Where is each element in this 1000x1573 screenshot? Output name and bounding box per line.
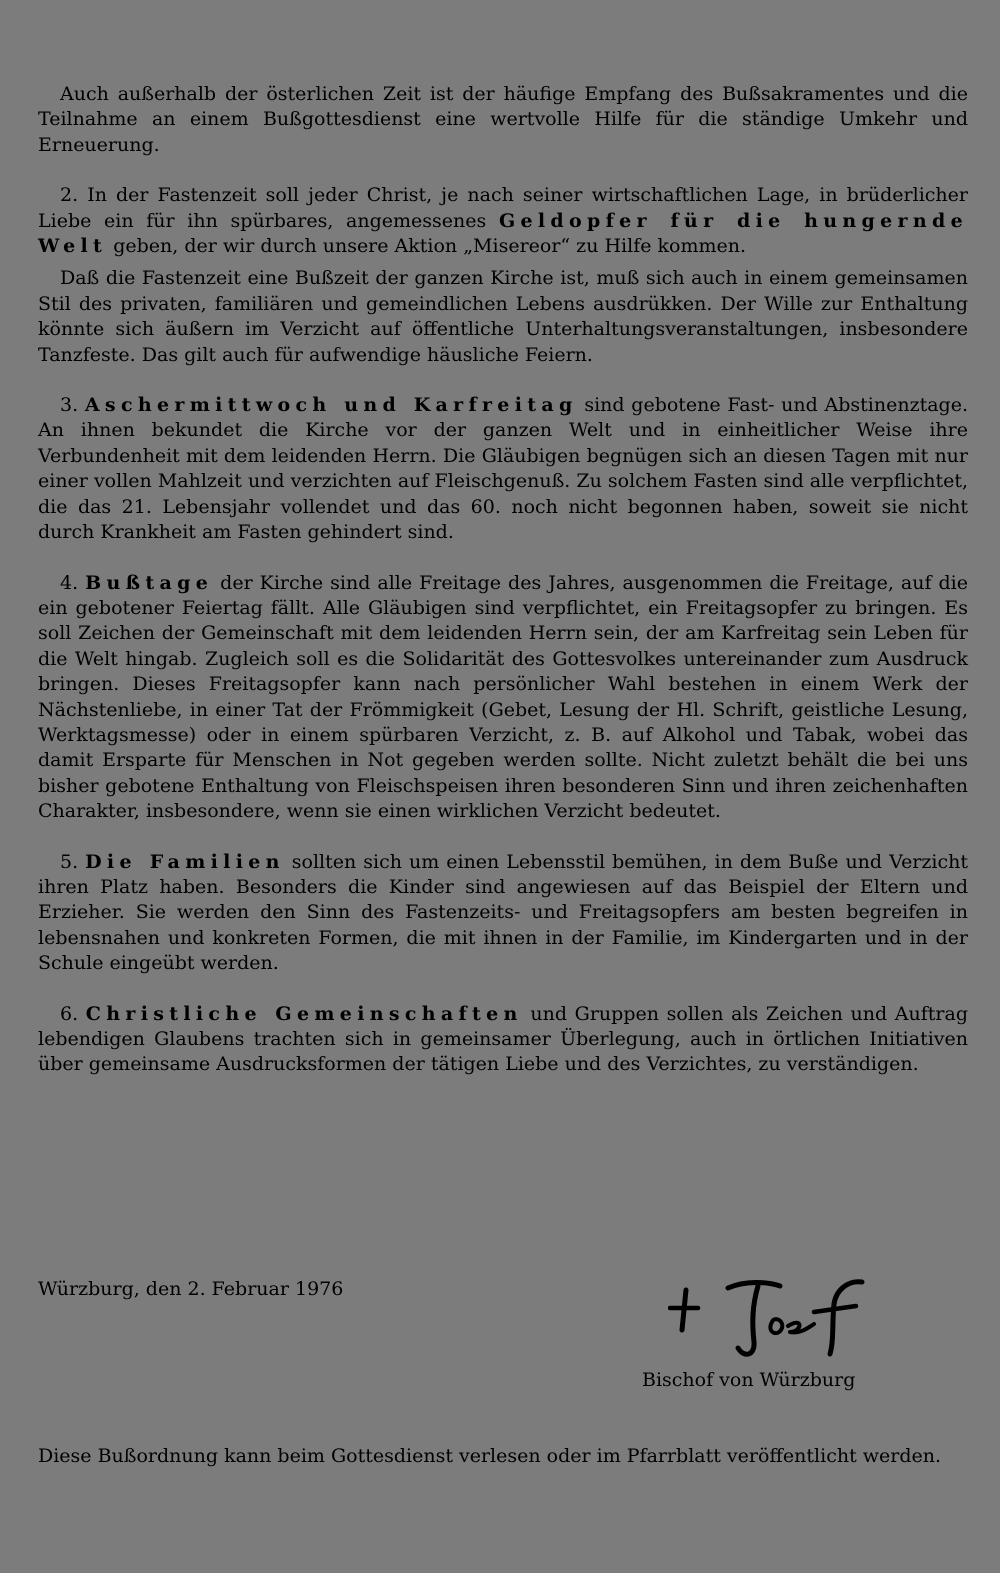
item-4-paragraph xyxy=(38,571,968,825)
item-3-lead: 3. xyxy=(60,394,85,417)
item-6-rest: und Gruppen sollen als Zeichen und Auftrag lebendigen Glaubens trachten sich in gemeinsamer Überlegung, auch in örtlichen Initiativen über gemeinsame Ausdrucksformen der tätigen Liebe und des Verzichtes, zu verständigen. xyxy=(38,1002,968,1076)
item-4-emphasis: Bußtage xyxy=(85,571,214,594)
item-6-emphasis: Christliche Gemeinschaften xyxy=(85,1002,523,1025)
item-5-emphasis: Die Familien xyxy=(85,850,285,873)
item-6-paragraph xyxy=(38,1002,968,1078)
item-6-lead: 6. xyxy=(60,1002,86,1025)
item-2-second-text: Daß die Fastenzeit eine Bußzeit der ganzen Kirche ist, muß sich auch in einem gemeinsamen Stil des privaten, familiären und gemeindlichen Lebens ausdrükken. Der Wille zur Enthaltung könnte sich äußern im Verzicht auf öffentliche Unterhaltungsveranstaltungen, insbesondere Tanzfeste. Das gilt auch für aufwendige häusliche Feiern. xyxy=(38,267,968,366)
document-body xyxy=(38,82,968,1078)
item-2-emphasis: Geldopfer für die hungernde Welt xyxy=(38,209,968,258)
item-5-lead: 5. xyxy=(60,850,86,873)
item-5-rest: sollten sich um einen Lebensstil bemühen, in dem Buße und Verzicht ihren Platz haben. Besonders die Kinder sind angewiesen auf das Beispiel der Eltern und Erzieher. Sie werden den Sinn des Fastenzeits- und Freitagsopfers am besten begreifen in lebensnahen und konkreten Formen, die mit ihnen in der Familie, im Kindergarten und in der Schule eingeübt werden. xyxy=(38,850,968,975)
item-2-second-paragraph xyxy=(38,266,968,368)
place-date: Würzburg, den 2. Februar 1976 xyxy=(38,1278,344,1300)
item-4-lead: 4. xyxy=(60,571,86,594)
signer-title: Bischof von Würzburg xyxy=(642,1369,856,1391)
signature-image xyxy=(668,1276,873,1362)
item-4-rest: der Kirche sind alle Freitage des Jahres, ausgenommen die Freitage, auf die ein gebotener Feiertag fällt. Alle Gläubigen sind verpflichtet, ein Freitagsopfer zu bringen. Es soll Zeichen der Gemeinschaft mit dem leidenden Herrn sein, der am Karfreitag sein Leben für die Welt hingab. Zugleich soll es die Solidarität des Gottesvolkes untereinander zum Ausdruck bringen. Dieses Freitagsopfer kann nach persönlicher Wahl bestehen in einem Werk der Nächstenliebe, in einer Tat der Frömmigkeit (Gebet, Lesung der Hl. Schrift, geistliche Lesung, Werktagsmesse) oder in einem spürbaren Verzicht, z. B. auf Alkohol und Tabak, wobei das damit Ersparte für Menschen in Not gegeben werden sollte. Nicht zuletzt behält die bei uns bisher gebotene Enthaltung von Fleischspeisen ihren besonderen Sinn und ihren zeichenhaften Charakter, insbesondere, wenn sie einen wirklichen Verzicht bedeutet. xyxy=(38,571,968,823)
intro-paragraph xyxy=(38,82,968,158)
item-2-paragraph xyxy=(38,183,968,259)
footnote: Diese Bußordnung kann beim Gottesdienst verlesen oder im Pfarrblatt veröffentlicht werden. xyxy=(38,1445,942,1467)
item-3-paragraph xyxy=(38,393,968,545)
item-2-rest: geben, der wir durch unsere Aktion „Misereor“ zu Hilfe kommen. xyxy=(107,235,747,258)
item-3-rest: sind gebotene Fast- und Abstinenztage. An ihnen bekundet die Kirche vor der ganzen Welt und in einheitlicher Weise ihre Verbundenheit mit dem leidenden Herrn. Die Gläubigen begnügen sich an diesen Tagen mit nur einer vollen Mahlzeit und verzichten auf Fleischgenuß. Zu solchem Fasten sind alle verpflichtet, die das 21. Lebensjahr vollendet und das 60. noch nicht begonnen haben, soweit sie nicht durch Krankheit am Fasten gehindert sind. xyxy=(38,394,968,544)
item-5-paragraph xyxy=(38,850,968,977)
item-3-emphasis: Aschermittwoch und Karfreitag xyxy=(84,394,578,417)
intro-text: Auch außerhalb der österlichen Zeit ist der häufige Empfang des Bußsakramentes und die Teilnahme an einem Bußgottesdienst eine wertvolle Hilfe für die ständige Umkehr und Erneuerung. xyxy=(38,83,968,156)
item-2-lead: 2. In der Fastenzeit soll jeder Christ, je nach seiner wirtschaftlichen Lage, in brüderlicher Liebe ein für ihn spürbares, angemessenes xyxy=(38,184,968,232)
